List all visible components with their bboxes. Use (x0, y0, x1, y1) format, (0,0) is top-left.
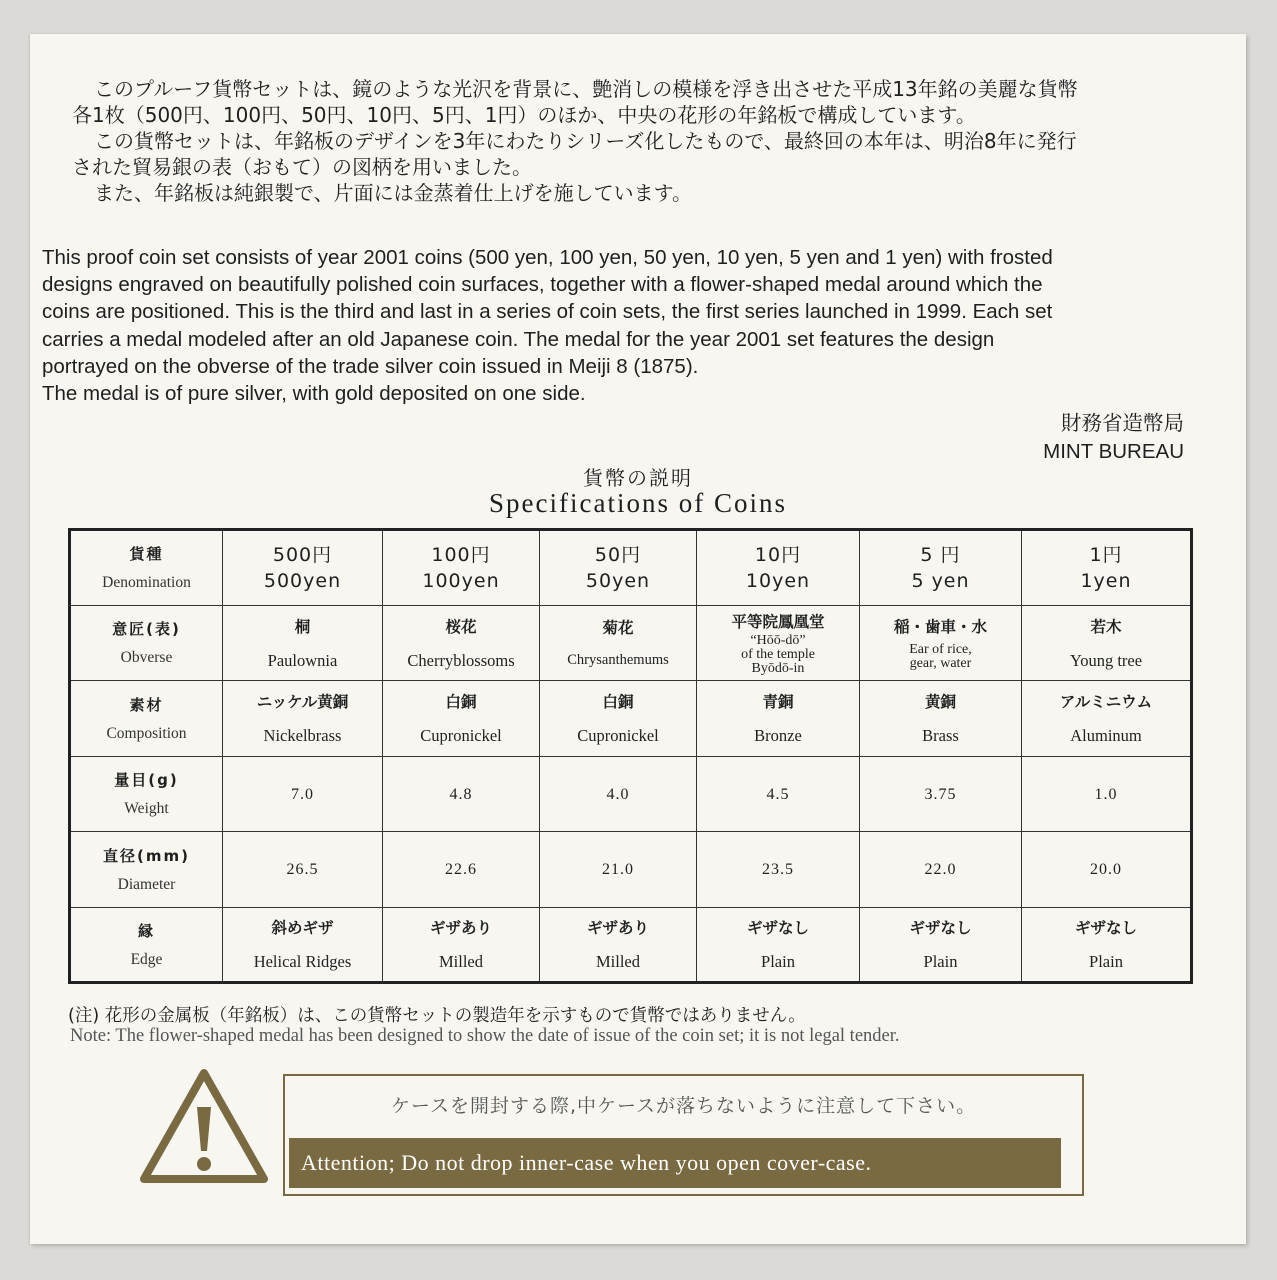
table-cell: 白銅 Cupronickel (540, 681, 697, 757)
row-header: 貨種 Denomination (70, 530, 223, 606)
intro-ja-line: また、年銘板は純銀製で、片面には金蒸着仕上げを施しています。 (94, 181, 692, 205)
table-cell: 4.8 (383, 756, 540, 832)
table-row-diameter (70, 832, 1192, 908)
table-cell: 菊花 Chrysanthemums (540, 605, 697, 681)
table-cell: 1円 1yen (1022, 530, 1192, 606)
table-cell: ギザなし Plain (697, 907, 860, 983)
intro-en-line: The medal is of pure silver, with gold deposited on one side. (42, 382, 586, 406)
row-header: 直径(mm) Diameter (70, 832, 223, 908)
warning-text-en: Attention; Do not drop inner-case when you open cover-case. (289, 1138, 1061, 1188)
table-cell: 22.0 (860, 832, 1022, 908)
intro-ja-line: された貿易銀の表（おもて）の図柄を用いました。 (72, 155, 532, 179)
issuer-block (1043, 410, 1184, 466)
table-cell: 若木 Young tree (1022, 605, 1192, 681)
table-cell: ニッケル黄銅 Nickelbrass (223, 681, 383, 757)
table-cell: 21.0 (540, 832, 697, 908)
intro-en-line: This proof coin set consists of year 2001 coins (500 yen, 100 yen, 50 yen, 10 yen, 5 yen and 1 yen) with frosted (42, 246, 1053, 269)
table-cell: 7.0 (223, 756, 383, 832)
table-cell: 23.5 (697, 832, 860, 908)
table-cell: 4.5 (697, 756, 860, 832)
issuer-ja: 財務省造幣局 (1061, 412, 1184, 435)
table-cell: 白銅 Cupronickel (383, 681, 540, 757)
table-cell: 26.5 (223, 832, 383, 908)
table-row-obverse (70, 605, 1192, 681)
spec-title-ja: 貨幣の説明 (583, 466, 693, 490)
table-cell: ギザあり Milled (383, 907, 540, 983)
table-cell: 斜めギザ Helical Ridges (223, 907, 383, 983)
table-cell: 1.0 (1022, 756, 1192, 832)
intro-en-line: designs engraved on beautifully polished coin surfaces, together with a flower-shaped medal around which the (42, 273, 1043, 297)
table-cell: 桜花 Cherryblossoms (383, 605, 540, 681)
table-cell: ギザあり Milled (540, 907, 697, 983)
table-cell: 4.0 (540, 756, 697, 832)
table-cell: アルミニウム Aluminum (1022, 681, 1192, 757)
row-header: 縁 Edge (70, 907, 223, 983)
table-cell: 22.6 (383, 832, 540, 908)
table-row-edge (70, 907, 1192, 983)
intro-en-line: coins are positioned. This is the third and last in a series of coin sets, the first series launched in 1999. Each set (42, 300, 1053, 324)
intro-ja-line: この貨幣セットは、年銘板のデザインを3年にわたりシリーズ化したもので、最終回の本年は、明治8年に発行 (94, 129, 1077, 153)
table-row-denomination (70, 530, 1192, 606)
coin-set-insert-card (30, 34, 1246, 1244)
table-cell: ギザなし Plain (860, 907, 1022, 983)
row-header: 量目(g) Weight (70, 756, 223, 832)
table-cell: 黄銅 Brass (860, 681, 1022, 757)
intro-en-line: portrayed on the obverse of the trade silver coin issued in Meiji 8 (1875). (42, 354, 699, 378)
warning-text-ja: ケースを開封する際,中ケースが落ちないように注意して下さい。 (390, 1095, 977, 1117)
intro-en-line: carries a medal modeled after an old Japanese coin. The medal for the year 2001 set features the design (42, 327, 995, 351)
intro-ja-line: 各1枚（500円、100円、50円、10円、5円、1円）のほか、中央の花形の年銘板で構成しています。 (72, 103, 976, 127)
spec-title-en: Specifications of Coins (489, 488, 787, 518)
row-header: 素材 Composition (70, 681, 223, 757)
intro-japanese (72, 76, 1232, 206)
table-cell: 平等院鳳凰堂 “Hōō-dō” of the temple Byōdō-in (697, 605, 860, 681)
table-cell: 3.75 (860, 756, 1022, 832)
row-header: 意匠(表) Obverse (70, 605, 223, 681)
warning-triangle-icon (138, 1067, 270, 1185)
table-cell: 青銅 Bronze (697, 681, 860, 757)
table-row-weight (70, 756, 1192, 832)
table-cell: 50円 50yen (540, 530, 697, 606)
table-cell: 5 円 5 yen (860, 530, 1022, 606)
note-english: Note: The flower-shaped medal has been designed to show the date of issue of the coin set; it is not legal tender. (70, 1026, 900, 1046)
table-cell: 稲・歯車・水 Ear of rice, gear, water (860, 605, 1022, 681)
table-cell: 桐 Paulownia (223, 605, 383, 681)
table-cell: ギザなし Plain (1022, 907, 1192, 983)
specifications-table (68, 528, 1193, 984)
table-cell: 100円 100yen (383, 530, 540, 606)
note-japanese: (注) 花形の金属板（年銘板）は、この貨幣セットの製造年を示すもので貨幣ではありません。 (68, 1006, 806, 1026)
table-cell: 500円 500yen (223, 530, 383, 606)
intro-ja-line: このプルーフ貨幣セットは、鏡のような光沢を背景に、艶消しの模様を浮き出させた平成13年銘の美麗な貨幣 (94, 77, 1078, 101)
intro-english (42, 244, 1222, 407)
table-row-composition (70, 681, 1192, 757)
table-cell: 20.0 (1022, 832, 1192, 908)
table-cell: 10円 10yen (697, 530, 860, 606)
issuer-en: MINT BUREAU (1043, 440, 1184, 463)
warning-box (283, 1074, 1084, 1196)
